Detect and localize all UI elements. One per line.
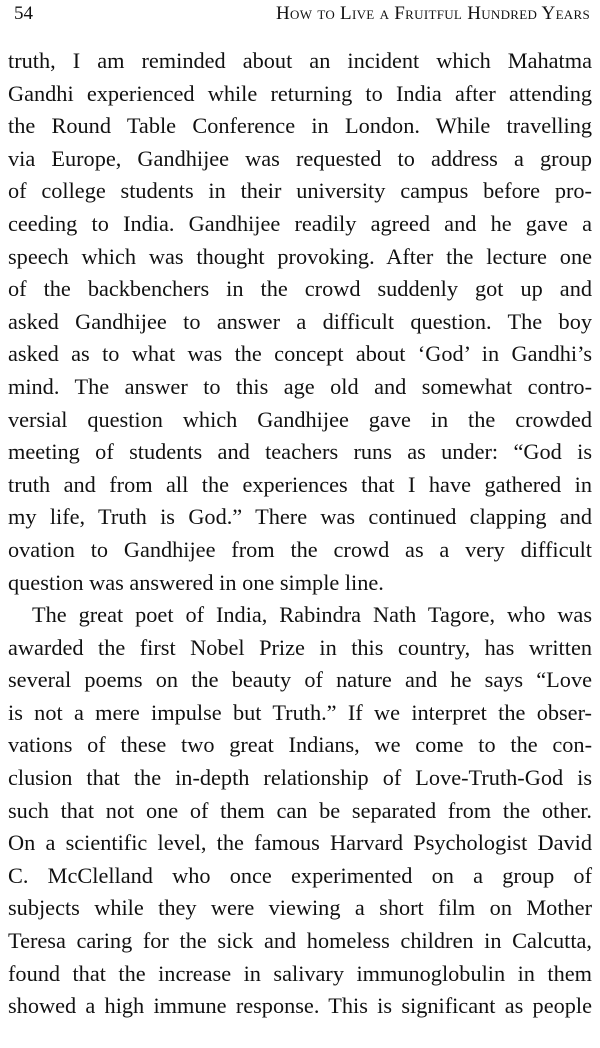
- text-line: my life, Truth is God.” There was continued clapping and: [8, 504, 592, 530]
- text-line: awarded the first Nobel Prize in this country, has written: [8, 634, 592, 660]
- text-line: meeting of students and teachers runs as under: “God is: [8, 439, 592, 465]
- text-line: clusion that the in-depth relationship of Love-Truth-God is: [8, 765, 592, 791]
- text-line: vations of these two great Indians, we come to the con-: [8, 732, 592, 758]
- text-line: asked Gandhijee to answer a difficult question. The boy: [8, 308, 592, 334]
- running-head: How to Live a Fruitful Hundred Years: [275, 3, 590, 24]
- text-line: several poems on the beauty of nature and he says “Love: [8, 667, 592, 693]
- paragraph-2: [8, 599, 592, 1023]
- text-line: Teresa caring for the sick and homeless children in Calcutta,: [8, 928, 592, 954]
- text-line: The great poet of India, Rabindra Nath Tagore, who was: [32, 602, 592, 628]
- paragraph-1: [8, 45, 592, 599]
- text-line: speech which was thought provoking. After the lecture one: [8, 243, 592, 269]
- text-line: versial question which Gandhijee gave in the crowded: [8, 406, 592, 432]
- text-line: showed a high immune response. This is significant as people: [8, 993, 592, 1019]
- text-line: of college students in their university campus before pro-: [8, 178, 592, 204]
- text-line: truth, I am reminded about an incident which Mahatma: [8, 48, 592, 73]
- text-line: On a scientific level, the famous Harvard Psychologist David: [8, 830, 592, 856]
- text-line: such that not one of them can be separated from the other.: [8, 797, 592, 823]
- text-line: is not a mere impulse but Truth.” If we interpret the obser-: [8, 699, 592, 725]
- text-line: ovation to Gandhijee from the crowd as a very difficult: [8, 536, 592, 562]
- text-line: C. McClelland who once experimented on a group of: [8, 862, 592, 888]
- text-line: of the backbenchers in the crowd suddenly got up and: [8, 276, 592, 302]
- text-line: the Round Table Conference in London. While travelling: [8, 113, 592, 139]
- text-line: asked as to what was the concept about ‘God’ in Gandhi’s: [8, 341, 592, 367]
- text-line: ceeding to India. Gandhijee readily agreed and he gave a: [8, 210, 592, 236]
- page-number: 54: [14, 3, 33, 24]
- body-text: [8, 45, 592, 1023]
- text-line: truth and from all the experiences that I have gathered in: [8, 471, 592, 497]
- page-header: [8, 0, 592, 43]
- text-line: via Europe, Gandhijee was requested to address a group: [8, 145, 592, 171]
- text-line: subjects while they were viewing a short film on Mother: [8, 895, 592, 921]
- text-line: Gandhi experienced while returning to India after attending: [8, 80, 592, 106]
- text-line: mind. The answer to this age old and somewhat contro-: [8, 373, 592, 399]
- text-line: question was answered in one simple line.: [8, 569, 384, 595]
- text-line: found that the increase in salivary immunoglobulin in them: [8, 960, 592, 986]
